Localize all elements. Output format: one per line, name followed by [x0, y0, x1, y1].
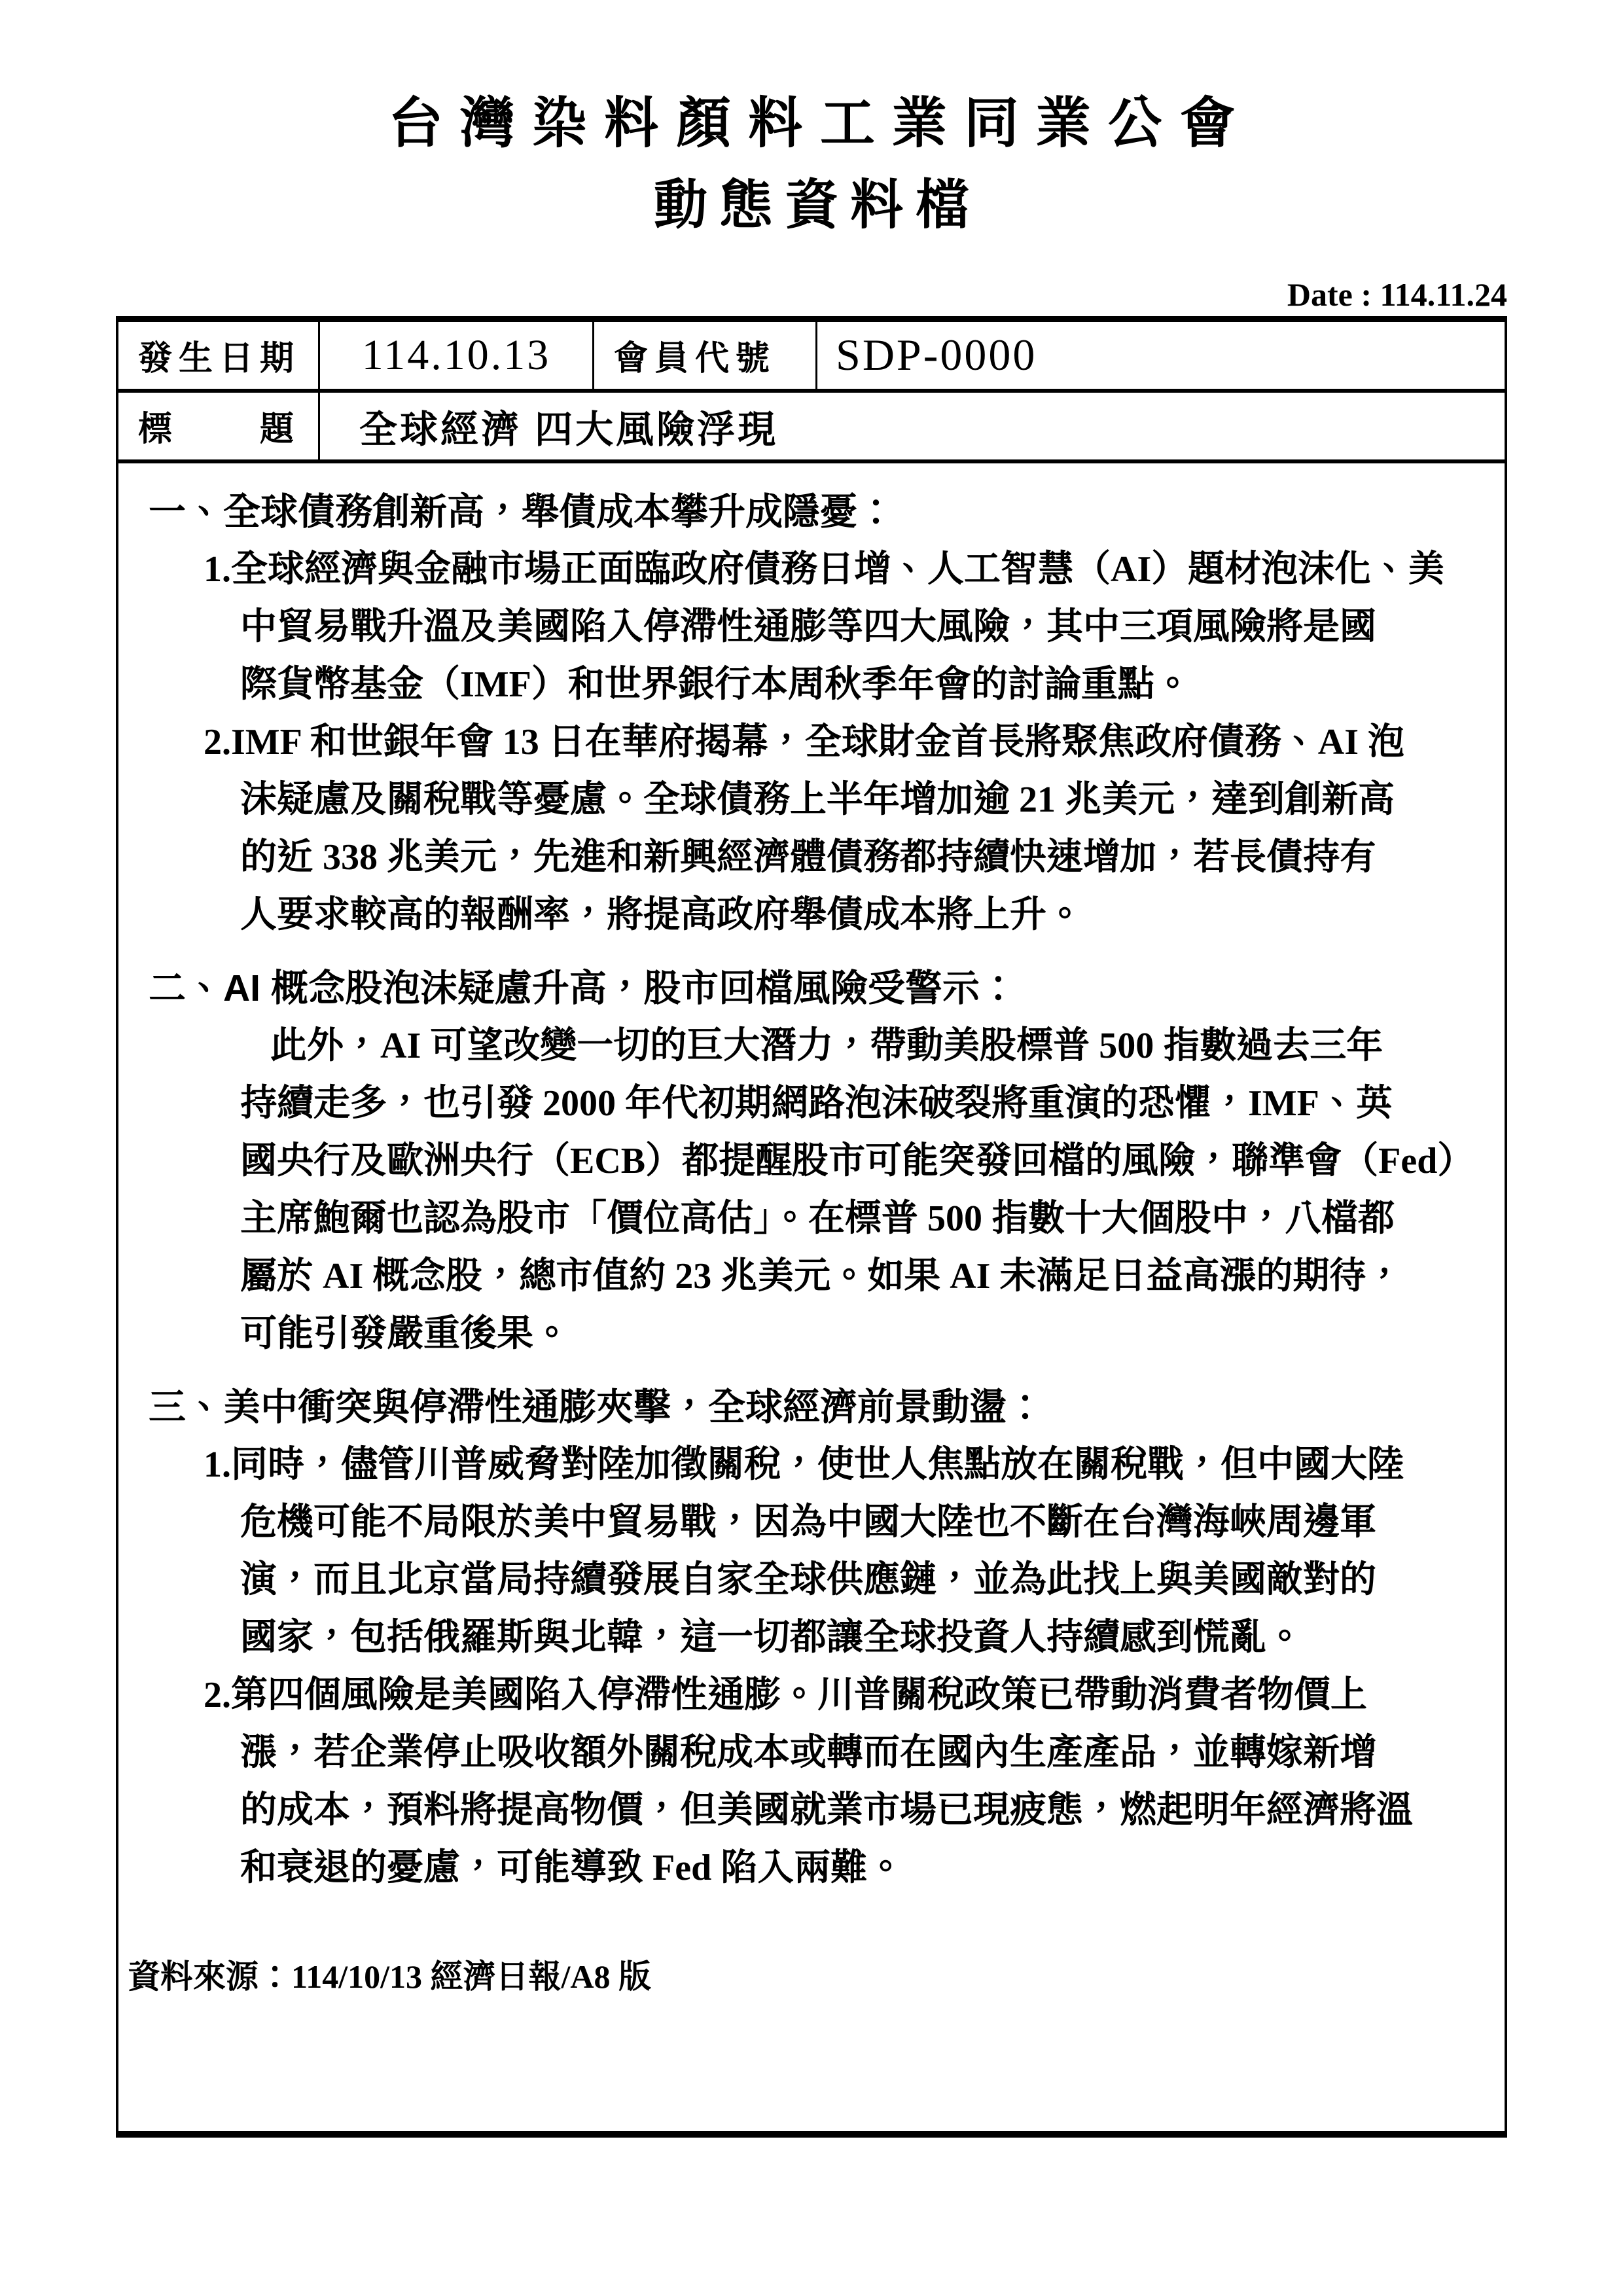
- body-line: 主席鮑爾也認為股市「價位高估」。在標普 500 指數十大個股中，八檔都: [240, 1198, 1395, 1239]
- section-heading-3: 三、美中衝突與停滯性通膨夾擊，全球經濟前景動盪：: [149, 1386, 1044, 1428]
- body-line: 2.IMF 和世銀年會 13 日在華府揭幕，全球財金首長將聚焦政府債務、AI 泡: [204, 721, 1405, 762]
- body-line: 2.第四個風險是美國陷入停滯性通膨。川普關稅政策已帶動消費者物價上: [204, 1674, 1367, 1715]
- association-title: 台灣染料顏料工業同業公會: [387, 92, 1252, 154]
- document-subtitle: 動態資料檔: [653, 175, 981, 235]
- body-line: 的近 338 兆美元，先進和新興經濟體債務都持續快速增加，若長債持有: [240, 836, 1376, 878]
- body-line: 國央行及歐洲央行（ECB）都提醒股市可能突發回檔的風險，聯準會（Fed）: [240, 1140, 1474, 1181]
- source-label: 資料來源: [128, 1958, 259, 1995]
- body-line: 持續走多，也引發 2000 年代初期網路泡沫破裂將重演的恐懼，IMF、英: [240, 1083, 1393, 1124]
- document-body: [118, 463, 1505, 2131]
- issue-date: Date : 114.11.24: [1287, 276, 1507, 313]
- subject-label: 標 題: [118, 393, 320, 459]
- source-value: ：114/10/13 經濟日報/A8 版: [259, 1958, 652, 1995]
- member-code-label: 會員代號: [594, 322, 817, 389]
- body-line: 屬於 AI 概念股，總市值約 23 兆美元。如果 AI 未滿足日益高漲的期待，: [240, 1255, 1403, 1297]
- body-line: 可能引發嚴重後果。: [240, 1313, 570, 1354]
- occur-date-label: 發生日期: [118, 322, 320, 389]
- form-row-meta: [118, 322, 1505, 393]
- occur-date-value: 114.10.13: [320, 322, 594, 389]
- body-line: 1.同時，儘管川普威脅對陸加徵關稅，使世人焦點放在關稅戰，但中國大陸: [204, 1444, 1404, 1485]
- body-line: 人要求較高的報酬率，將提高政府舉債成本將上升。: [240, 894, 1083, 935]
- body-line: 沫疑慮及關稅戰等憂慮。全球債務上半年增加逾 21 兆美元，達到創新高: [240, 779, 1395, 820]
- source-line: [118, 1948, 1505, 2005]
- body-line: 國家，包括俄羅斯與北韓，這一切都讓全球投資人持續感到慌亂。: [240, 1617, 1303, 1658]
- body-line: 的成本，預料將提高物價，但美國就業市場已現疲態，燃起明年經濟將溫: [240, 1789, 1413, 1831]
- body-line: 此外，AI 可望改變一切的巨大潛力，帶動美股標普 500 指數過去三年: [270, 1025, 1383, 1066]
- section-heading-1: 一、全球債務創新高，舉債成本攀升成隱憂：: [149, 490, 895, 533]
- body-line: 中貿易戰升溫及美國陷入停滯性通膨等四大風險，其中三項風險將是國: [240, 606, 1376, 647]
- body-line: 和衰退的憂慮，可能導致 Fed 陷入兩難。: [240, 1847, 904, 1888]
- body-line: 漲，若企業停止吸收額外關稅成本或轉而在國內生產產品，並轉嫁新增: [240, 1732, 1376, 1773]
- record-form: [116, 316, 1507, 2138]
- member-code-value: SDP-0000: [836, 330, 1037, 380]
- form-row-subject: [118, 393, 1505, 463]
- section-heading-2: 二、AI 概念股泡沫疑慮升高，股市回檔風險受警示：: [149, 967, 1017, 1009]
- body-line: 演，而且北京當局持續發展自家全球供應鏈，並為此找上與美國敵對的: [240, 1559, 1376, 1600]
- body-line: 際貨幣基金（IMF）和世界銀行本周秋季年會的討論重點。: [240, 664, 1191, 705]
- body-line: 危機可能不局限於美中貿易戰，因為中國大陸也不斷在台灣海峽周邊軍: [240, 1501, 1376, 1543]
- subject-value: 全球經濟 四大風險浮現: [359, 408, 779, 451]
- body-line: 1.全球經濟與金融市場正面臨政府債務日增、人工智慧（AI）題材泡沫化、美: [204, 548, 1445, 590]
